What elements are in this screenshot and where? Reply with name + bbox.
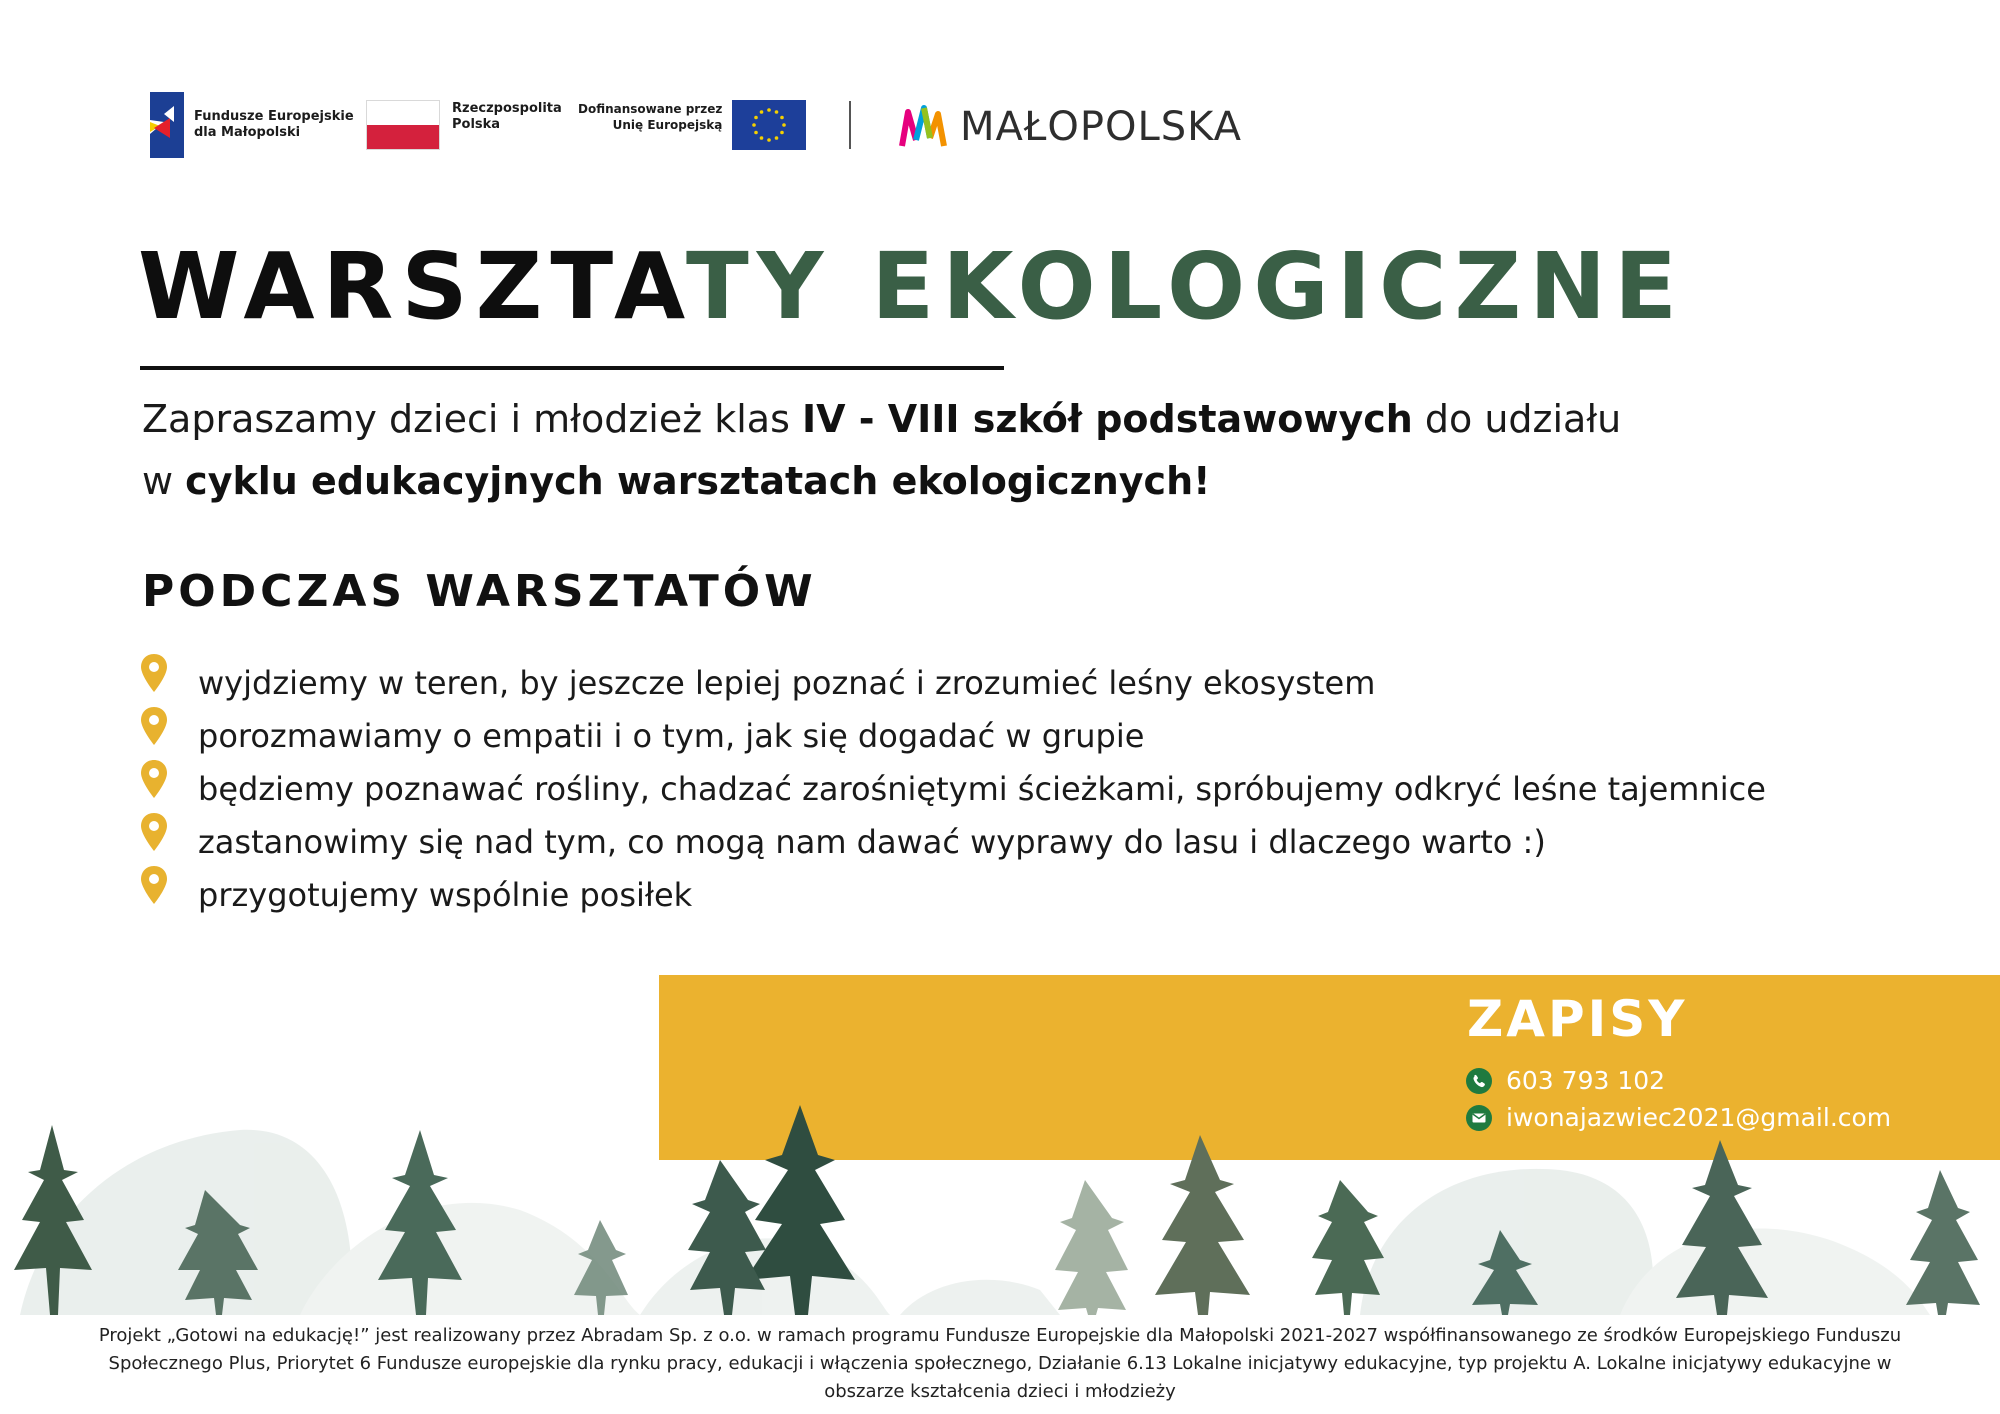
logo-rzeczpospolita [366,100,562,150]
section-title: PODCZAS WARSZTATÓW [142,566,817,617]
list-item-text: wyjdziemy w teren, by jeszcze lepiej poznać i zrozumieć leśny ekosystem [198,663,1376,702]
location-pin-icon [138,864,170,906]
intro-bold-2: cyklu edukacyjnych warsztatach ekologicznych! [185,459,1211,503]
eu-flag-icon [732,100,806,150]
list-item [138,709,1898,762]
rp-line-1: Rzeczpospolita [452,101,562,116]
intro-line-2 [142,450,1882,512]
title-part-green: TY EKOLOGICZNE [686,233,1686,340]
location-pin-icon [138,705,170,747]
polish-flag-icon [366,100,440,150]
malopolska-text: MAŁOPOLSKA [960,104,1243,150]
footer-line-1: Projekt „Gotowi na edukację!” jest realizowany przez Abradam Sp. z o.o. w ramach programu Fundusze Europejskie dla Małopolski 2021-2027 współfinansowanego ze środków Europejskiego Funduszu [98,1325,1902,1346]
intro-text [142,388,1882,512]
intro-t3: w [142,459,186,503]
intro-t2: do udziału [1412,397,1622,441]
location-pin-icon [138,758,170,800]
logo-fundusze-europejskie [150,92,360,158]
email-address[interactable]: iwonajazwiec2021@gmail.com [1506,1103,1892,1132]
list-item [138,815,1898,868]
eu-line-2: Unię Europejską [612,118,723,132]
title-underline [140,366,1004,370]
list-item-text: zastanowimy się nad tym, co mogą nam dawać wyprawy do lasu i dlaczego warto :) [198,822,1546,861]
list-item [138,762,1898,815]
footer-line-3: obszarze kształcenia dzieci i młodzieży [824,1381,1176,1402]
list-item [138,868,1898,921]
footer-line-2: Społecznego Plus, Priorytet 6 Fundusze europejskie dla rynku pracy, edukacji i włączenia społecznego, Działanie 6.13 Lokalne inicjatywy edukacyjne, typ projektu A. Lokalne inicjatywy edukacyjne w [108,1353,1892,1374]
eu-line-1: Dofinansowane przez [578,102,723,116]
location-pin-icon [138,811,170,853]
phone-icon [1466,1068,1492,1094]
fe-logo-icon [150,92,184,158]
list-item-text: będziemy poznawać rośliny, chadzać zarośniętymi ścieżkami, spróbujemy odkryć leśne tajemnice [198,769,1766,808]
rp-line-2: Polska [452,117,501,132]
intro-t1: Zapraszamy dzieci i młodzież klas [142,397,802,441]
mist-background [20,1130,1930,1315]
location-pin-icon [138,652,170,694]
fe-logo-text [194,109,354,141]
list-item [138,656,1898,709]
fe-line-2: dla Małopolski [194,125,301,140]
intro-line-1 [142,388,1882,450]
logo-eu [578,100,806,150]
list-item-text: przygotujemy wspólnie posiłek [198,875,693,914]
forest-illustration [0,1100,2000,1315]
eu-logo-text [578,101,722,133]
intro-bold-1: IV - VIII szkół podstawowych [801,397,1413,441]
contact-phone[interactable] [1466,1066,1665,1095]
rp-logo-text [452,101,562,133]
logo-malopolska [898,99,1242,155]
footer-note [40,1322,1960,1406]
signup-title: ZAPISY [1467,990,1688,1048]
fe-line-1: Fundusze Europejskie [194,109,354,124]
page-title [138,232,1898,342]
phone-number[interactable]: 603 793 102 [1506,1066,1666,1095]
malopolska-m-icon [898,104,948,150]
logo-divider [849,101,851,149]
title-part-black: WARSZTA [138,233,687,340]
list-item-text: porozmawiamy o empatii i o tym, jak się dogadać w grupie [198,716,1145,755]
activity-list [138,656,1898,921]
